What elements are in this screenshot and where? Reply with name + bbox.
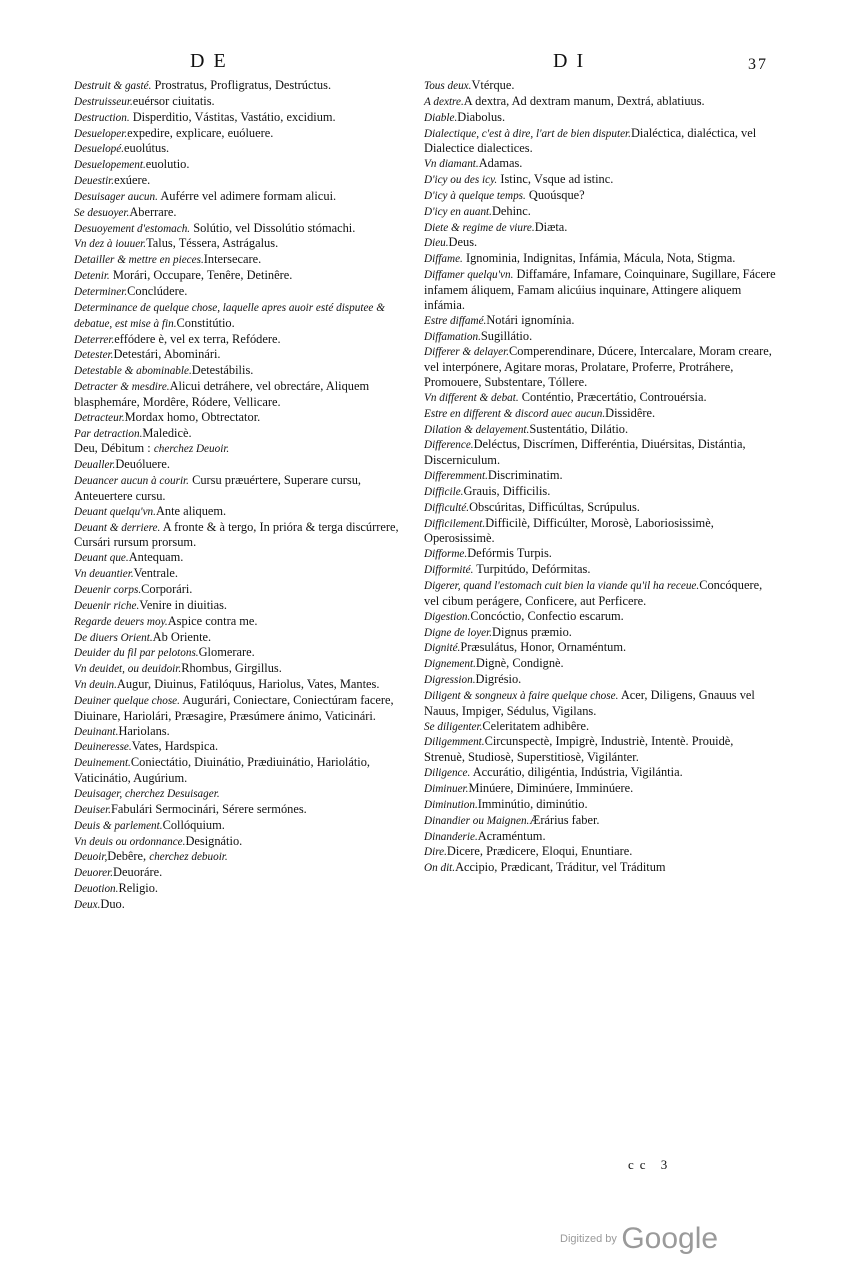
dictionary-entry xyxy=(74,849,420,865)
entry-definition: Dialéctica, dialéctica, vel Dialectice dialectices. xyxy=(424,125,757,156)
dictionary-entry xyxy=(424,484,776,500)
running-head-center: D I xyxy=(553,50,586,72)
entry-definition: A fronte & à tergo, In prióra & terga discúrrere, Cursári rursum prorsum. xyxy=(74,519,399,550)
dictionary-entry xyxy=(424,422,776,438)
entry-definition: Cursu præuértere, Superare cursu, Anteuertere cursu. xyxy=(74,473,362,503)
entry-definition: Religio. xyxy=(118,881,159,896)
entry-definition: Talus, Téssera, Astrágalus. xyxy=(146,236,279,251)
dictionary-entry xyxy=(424,188,776,204)
entry-definition: Ignominia, Indignitas, Infámia, Mácula, Nota, Stigma. xyxy=(462,251,736,266)
entry-definition: Discriminatim. xyxy=(487,468,563,483)
entry-definition: Istinc, Vsque ad istinc. xyxy=(497,172,614,187)
dictionary-entry xyxy=(74,141,420,157)
entry-definition: effódere è, vel ex terra, Refódere. xyxy=(114,331,281,346)
entry-definition: Circunspectè, Impigrè, Industriè, Intentè. Prouidè, Strenuè, Studiosè, Superstitiosè, Vigilánter. xyxy=(424,734,734,765)
entry-headword: Difforme. xyxy=(424,548,468,561)
entry-definition: Præsulátus, Honor, Ornaméntum. xyxy=(460,640,627,655)
dictionary-entry xyxy=(74,379,420,410)
entry-headword: Dignité. xyxy=(424,642,461,655)
entry-definition: Aspice contra me. xyxy=(167,613,258,628)
dictionary-entry xyxy=(74,268,420,284)
entry-headword: Diffamer quelqu'vn. xyxy=(424,269,514,282)
entry-headword: Vn deuis ou ordonnance. xyxy=(74,835,186,848)
entry-headword: Deuorer. xyxy=(74,867,114,880)
entry-headword: D'icy à quelque temps. xyxy=(424,189,526,202)
dictionary-entry xyxy=(74,598,420,614)
dictionary-entry xyxy=(424,406,776,422)
entry-headword: Deuineresse. xyxy=(74,741,132,754)
entry-definition: Grauis, Difficilis. xyxy=(463,483,551,498)
entry-headword: Dilation & delayement. xyxy=(424,423,530,436)
dictionary-entry xyxy=(424,110,776,126)
dictionary-entry xyxy=(74,363,420,379)
entry-definition: Ventrale. xyxy=(133,566,179,581)
entry-headword: Diligence. xyxy=(424,767,471,780)
entry-definition: Auférre vel adimere formam alicui. xyxy=(157,188,337,203)
entry-headword: Diete & regime de viure. xyxy=(424,221,535,234)
dictionary-entry xyxy=(424,656,776,672)
entry-definition: Corporári. xyxy=(141,582,193,596)
entry-definition: Conténtio, Præcertátio, Controuérsia. xyxy=(518,389,707,404)
entry-headword: Deuider du fil par pelotons. xyxy=(74,647,199,660)
entry-definition: Fabulári Sermocinári, Sérere sermónes. xyxy=(110,801,307,816)
dictionary-entry xyxy=(424,235,776,251)
entry-headword: Detestable & abominable. xyxy=(74,365,192,378)
dictionary-entry xyxy=(74,834,420,850)
entry-definition: A dextra, Ad dextram manum, Dextrá, ablatiuus. xyxy=(463,93,705,108)
entry-headword: Deuant que. xyxy=(74,552,129,565)
entry-headword: Deuant quelqu'vn. xyxy=(74,505,156,518)
entry-headword: D'icy ou des icy. xyxy=(424,174,498,187)
entry-headword: On dit. xyxy=(424,862,456,875)
entry-definition: Antequam. xyxy=(128,550,184,565)
dictionary-entry xyxy=(424,860,776,876)
entry-definition: Diabolus. xyxy=(457,109,506,124)
entry-definition: Vtérque. xyxy=(471,78,515,92)
dictionary-entry xyxy=(74,300,420,332)
entry-definition: Concóctio, Confectio escarum. xyxy=(470,608,624,623)
entry-definition: Diffamáre, Infamare, Coinquinare, Sugillare, Fácere infamem áliquem, Famam alicúius inquinare, Attingere aliquem infámia. xyxy=(424,267,776,312)
entry-headword: Vn deuantier. xyxy=(74,568,134,581)
dictionary-entry xyxy=(424,797,776,813)
entry-headword: Dieu. xyxy=(424,237,449,250)
entry-headword: Desuelopement. xyxy=(74,159,146,172)
entry-definition: Coniectátio, Diuinátio, Prædiuinátio, Hariolátio, Vaticinátio, Augúrium. xyxy=(74,755,371,786)
dictionary-entry xyxy=(424,344,776,390)
entry-headword: Desuoyement d'estomach. xyxy=(74,222,191,235)
dictionary-entry xyxy=(74,347,420,363)
entry-definition: Concóquere, vel cibum perágere, Conficere, aut Perficere. xyxy=(424,578,763,608)
entry-headword: Detester. xyxy=(74,349,114,362)
dictionary-entry xyxy=(74,157,420,173)
entry-definition: Detestári, Abominári. xyxy=(113,347,221,362)
dictionary-entry xyxy=(424,437,776,468)
dictionary-entry xyxy=(424,844,776,860)
entry-definition: Detestábilis. xyxy=(191,363,254,378)
dictionary-entry xyxy=(424,781,776,797)
dictionary-entry xyxy=(74,566,420,582)
entry-headword: Regarde deuers moy. xyxy=(74,615,168,628)
dictionary-entry xyxy=(74,284,420,300)
entry-definition: Minúere, Diminúere, Imminúere. xyxy=(468,780,634,795)
dictionary-entry xyxy=(74,677,420,693)
dictionary-entry xyxy=(74,457,420,473)
dictionary-entry xyxy=(74,504,420,520)
dictionary-entry xyxy=(424,672,776,688)
entry-headword: Dinanderie. xyxy=(424,830,478,843)
entry-definition: Duo. xyxy=(100,896,125,911)
dictionary-entry xyxy=(74,550,420,566)
entry-definition: Glomerare. xyxy=(198,645,255,660)
entry-headword: Detailler & mettre en pieces. xyxy=(74,254,204,267)
dictionary-entry xyxy=(74,865,420,881)
dictionary-entry xyxy=(74,818,420,834)
dictionary-entry xyxy=(424,329,776,345)
entry-headword: Destruit & gasté. xyxy=(74,80,152,92)
entry-headword: Diminuer. xyxy=(424,782,469,795)
entry-definition: Acraméntum. xyxy=(477,828,546,843)
entry-headword: Deuiser. xyxy=(74,803,111,816)
entry-definition: Ærárius faber. xyxy=(529,812,600,827)
dictionary-entry xyxy=(74,645,420,661)
entry-definition: Imminútio, diminútio. xyxy=(477,796,588,811)
entry-definition: Dicere, Prædicere, Eloqui, Enuntiare. xyxy=(446,844,633,859)
entry-headword: Desuisager aucun. xyxy=(74,190,158,203)
dictionary-entry xyxy=(74,252,420,268)
entry-headword: Diable. xyxy=(424,111,458,124)
entry-headword: Deuotion. xyxy=(74,883,119,896)
entry-headword: Dialectique, c'est à dire, l'art de bien disputer. xyxy=(424,127,631,140)
dictionary-entry xyxy=(424,578,776,609)
dictionary-entry xyxy=(74,786,420,802)
entry-definition: Conclúdere. xyxy=(127,283,188,298)
entry-headword: Deuoir, xyxy=(74,851,108,864)
entry-definition: Obscúritas, Difficúltas, Scrúpulus. xyxy=(469,499,640,514)
entry-headword: Destruction. xyxy=(74,111,130,124)
entry-headword: Se diligenter. xyxy=(424,720,483,733)
dictionary-entry xyxy=(74,661,420,677)
entry-headword: Se desuoyer. xyxy=(74,206,130,219)
entry-headword: Vn dez à iouuer. xyxy=(74,238,147,251)
entry-headword: Deuis & parlement. xyxy=(74,819,163,832)
entry-headword: Par detraction. xyxy=(74,427,143,440)
entry-headword: Deuinement. xyxy=(74,757,131,770)
entry-headword: Differer & delayer. xyxy=(424,346,510,359)
entry-definition: Accipio, Prædicant, Tráditur, vel Tráditum xyxy=(455,860,666,875)
entry-headword: Estre diffamé. xyxy=(424,314,487,327)
dictionary-entry xyxy=(424,516,776,547)
dictionary-entry xyxy=(74,189,420,205)
entry-definition: Deus. xyxy=(448,235,478,250)
entry-definition: expedire, explicare, euóluere. xyxy=(127,125,274,140)
entry-headword: Vn deuin. xyxy=(74,679,117,692)
running-head-left: D E xyxy=(190,50,228,72)
entry-definition: Notári ignomínia. xyxy=(486,312,575,327)
dictionary-entry xyxy=(74,724,420,740)
entry-headword: Vn different & debat. xyxy=(424,391,519,404)
entry-definition: Accurátio, diligéntia, Indústria, Vigilántia. xyxy=(470,765,683,780)
entry-headword: Digerer, quand l'estomach cuit bien la viande qu'il ha receue. xyxy=(424,580,700,592)
entry-headword: Detenir. xyxy=(74,270,110,283)
entry-headword: Differemment. xyxy=(424,470,488,483)
entry-definition: Mordax homo, Obtrectator. xyxy=(124,409,261,424)
dictionary-entry xyxy=(74,739,420,755)
entry-definition: Adamas. xyxy=(478,156,523,171)
entry-headword: Desueloper. xyxy=(74,127,128,140)
dictionary-entry xyxy=(74,426,420,442)
entry-definition: Augurári, Coniectare, Coniectúram facere, Diuinare, Hariolári, Præsagire, Præsúmere ánimo, Vaticinári. xyxy=(74,692,394,723)
dictionary-entry xyxy=(424,78,776,94)
entry-headword: Determinance de quelque chose, laquelle apres auoir esté disputee & debatue, est mise à fin. xyxy=(74,301,385,330)
dictionary-entry xyxy=(74,173,420,189)
dictionary-entry xyxy=(424,390,776,406)
entry-definition: Sugillátio. xyxy=(480,328,533,343)
entry-definition: Deu, Débitum : xyxy=(74,441,154,456)
entry-definition: Dehinc. xyxy=(491,203,531,218)
entry-headword: Deuancer aucun à courir. xyxy=(74,475,189,488)
entry-headword: Deux. xyxy=(74,898,101,911)
dictionary-entry xyxy=(424,734,776,765)
dictionary-entry xyxy=(424,156,776,172)
dictionary-entry xyxy=(424,546,776,562)
entry-definition: Diæta. xyxy=(534,219,568,234)
entry-headword: Diligemment. xyxy=(424,736,485,749)
entry-headword: Desuelopé. xyxy=(74,143,125,156)
entry-headword: Detracteur. xyxy=(74,411,125,424)
entry-definition: Sustentátio, Dilátio. xyxy=(529,421,629,436)
dictionary-entry xyxy=(74,332,420,348)
entry-definition: Difficilè, Difficúlter, Morosè, Laboriosissimè, Operosissimè. xyxy=(424,515,714,546)
entry-headword: A dextre. xyxy=(424,95,464,108)
dictionary-entry xyxy=(74,94,420,110)
dictionary-entry xyxy=(424,204,776,220)
dictionary-entry xyxy=(74,630,420,646)
entry-definition: Intersecare. xyxy=(203,252,262,267)
dictionary-entry xyxy=(74,205,420,221)
entry-definition: Deléctus, Discrímen, Differéntia, Diuérsitas, Distántia, Discerniculum. xyxy=(424,437,746,468)
watermark-brand: Google xyxy=(621,1222,719,1255)
page-number: 37 xyxy=(748,56,768,73)
entry-definition: Morári, Occupare, Tenêre, Detinêre. xyxy=(109,268,293,283)
entry-definition: euérsor ciuitatis. xyxy=(132,93,215,108)
entry-headword: Dignement. xyxy=(424,658,476,671)
dictionary-entry xyxy=(424,313,776,329)
dictionary-entry xyxy=(74,473,420,504)
dictionary-entry xyxy=(74,520,420,551)
dictionary-entry xyxy=(424,765,776,781)
entry-definition: Defórmis Turpis. xyxy=(467,546,552,561)
entry-headword: Difficilement. xyxy=(424,517,486,530)
entry-headword: Dire. xyxy=(424,846,447,859)
dictionary-entry xyxy=(424,562,776,578)
entry-definition: Venire in diuitias. xyxy=(139,597,227,612)
entry-definition: Ab Oriente. xyxy=(152,629,212,644)
entry-headword: Destruisseur. xyxy=(74,95,133,108)
entry-headword: De diuers Orient. xyxy=(74,631,153,644)
entry-definition: Digrésio. xyxy=(475,672,522,687)
watermark-prefix: Digitized by xyxy=(560,1233,617,1245)
entry-definition: Acer, Diligens, Gnauus vel Nauus, Impiger, Sédulus, Vigilans. xyxy=(424,687,755,718)
entry-headword: Deuiner quelque chose. xyxy=(74,694,180,707)
entry-definition: Hariolans. xyxy=(118,723,170,738)
entry-headword: Vn deuidet, ou deuidoir. xyxy=(74,663,182,676)
entry-headword: Diffame. xyxy=(424,253,463,266)
entry-headword: Dinandier ou Maignen. xyxy=(424,814,530,827)
entry-headword: Estre en different & discord auec aucun. xyxy=(424,407,606,420)
entry-headword: Digression. xyxy=(424,674,476,687)
entry-definition: Deuóluere. xyxy=(115,457,171,472)
entry-definition: Dissidêre. xyxy=(605,405,656,420)
entry-definition: Augur, Diuinus, Fatilóquus, Hariolus, Vates, Mantes. xyxy=(116,677,380,692)
entry-headword: Deuisager, cherchez Desuisager. xyxy=(74,787,220,800)
entry-definition: Rhombus, Girgillus. xyxy=(181,661,282,676)
entry-headword: Digestion. xyxy=(424,610,471,623)
entry-headword: Detracter & mesdire. xyxy=(74,381,170,394)
entry-definition: Ante aliquem. xyxy=(155,503,227,518)
entry-headword: Difficile. xyxy=(424,485,464,498)
signature-mark: cc 3 xyxy=(628,1157,674,1172)
entry-headword: Determiner. xyxy=(74,285,128,298)
dictionary-entry xyxy=(424,220,776,236)
dictionary-entry xyxy=(74,755,420,786)
entry-headword: Deuenir corps. xyxy=(74,584,142,596)
entry-headword: Vn diamant. xyxy=(424,158,479,171)
dictionary-entry xyxy=(74,221,420,237)
entry-definition: Constitútio. xyxy=(176,315,235,330)
entry-definition: euolútus. xyxy=(124,141,170,156)
entry-definition: exúere. xyxy=(114,173,151,188)
dictionary-entry xyxy=(74,441,420,457)
entry-definition: Alicui detráhere, vel obrectáre, Aliquem blasphemáre, Mordêre, Ródere, Vellicare. xyxy=(74,379,370,409)
entry-headword: Diminution. xyxy=(424,798,478,811)
dictionary-entry xyxy=(74,881,420,897)
entry-definition: Quoúsque? xyxy=(525,187,585,202)
entry-definition: Prostratus, Profligratus, Destrúctus. xyxy=(151,78,332,92)
entry-headword: Deuinant. xyxy=(74,725,119,738)
entry-definition: Turpitúdo, Defórmitas. xyxy=(473,562,591,577)
dictionary-entry xyxy=(424,172,776,188)
dictionary-entry xyxy=(424,829,776,845)
dictionary-entry xyxy=(74,802,420,818)
dictionary-entry xyxy=(74,897,420,913)
dictionary-entry xyxy=(424,126,776,157)
dictionary-entry xyxy=(74,110,420,126)
dictionary-entry xyxy=(424,813,776,829)
entry-headword: Deuant & derriere. xyxy=(74,521,161,534)
entry-headword: Deuestir. xyxy=(74,175,115,188)
dictionary-entry xyxy=(74,410,420,426)
dictionary-entry xyxy=(74,126,420,142)
dictionary-entry xyxy=(424,94,776,110)
entry-headword: Deuenir riche. xyxy=(74,599,140,612)
entry-definition: Dignè, Condignè. xyxy=(475,656,564,671)
entry-headword: Deterrer. xyxy=(74,333,115,346)
entry-crossref: cherchez debuoir. xyxy=(149,851,228,864)
google-watermark xyxy=(560,1222,718,1256)
dictionary-entry xyxy=(424,719,776,735)
dictionary-entry xyxy=(74,693,420,724)
entry-crossref: cherchez Deuoir. xyxy=(153,443,230,456)
dictionary-entry xyxy=(74,78,420,94)
dictionary-entry xyxy=(424,468,776,484)
dictionary-entry xyxy=(424,267,776,313)
entry-headword: Digne de loyer. xyxy=(424,626,493,639)
dictionary-entry xyxy=(74,614,420,630)
entry-definition: Solútio, vel Dissolútio stómachi. xyxy=(190,220,356,235)
left-column xyxy=(74,78,420,913)
entry-definition: Celeritatem adhibêre. xyxy=(482,718,590,733)
entry-definition: Collóquium. xyxy=(162,817,225,832)
entry-definition: Dignus præmio. xyxy=(492,624,572,639)
entry-headword: Deualler. xyxy=(74,459,116,472)
entry-definition: Maledicè. xyxy=(142,425,192,440)
right-column xyxy=(424,78,776,876)
entry-headword: Diligent & songneux à faire quelque chose. xyxy=(424,689,619,702)
entry-definition: Debêre, xyxy=(107,849,150,864)
entry-definition: Vates, Hardspica. xyxy=(131,739,219,754)
entry-headword: Tous deux. xyxy=(424,80,472,92)
dictionary-entry xyxy=(424,640,776,656)
dictionary-entry xyxy=(424,500,776,516)
dictionary-entry xyxy=(74,236,420,252)
entry-headword: D'icy en auant. xyxy=(424,205,492,218)
entry-headword: Difference. xyxy=(424,439,474,452)
entry-definition: Disperditio, Vástitas, Vastátio, excidium. xyxy=(129,109,336,124)
entry-headword: Difformité. xyxy=(424,564,474,577)
dictionary-entry xyxy=(424,688,776,719)
entry-headword: Difficulté. xyxy=(424,501,470,514)
entry-definition: Deuoráre. xyxy=(113,865,163,880)
dictionary-entry xyxy=(424,625,776,641)
dictionary-entry xyxy=(424,609,776,625)
entry-definition: euolutio. xyxy=(145,157,190,172)
entry-definition: Comperendinare, Dúcere, Intercalare, Moram creare, vel interpónere, Agitare moras, Prolatare, Proferre, Protráhere, Promouere, Substentare, Tóllere. xyxy=(424,344,772,390)
dictionary-entry xyxy=(74,582,420,598)
dictionary-entry xyxy=(424,251,776,267)
entry-definition: Designátio. xyxy=(185,833,243,848)
entry-headword: Diffamation. xyxy=(424,330,481,343)
entry-definition: Aberrare. xyxy=(129,204,177,219)
